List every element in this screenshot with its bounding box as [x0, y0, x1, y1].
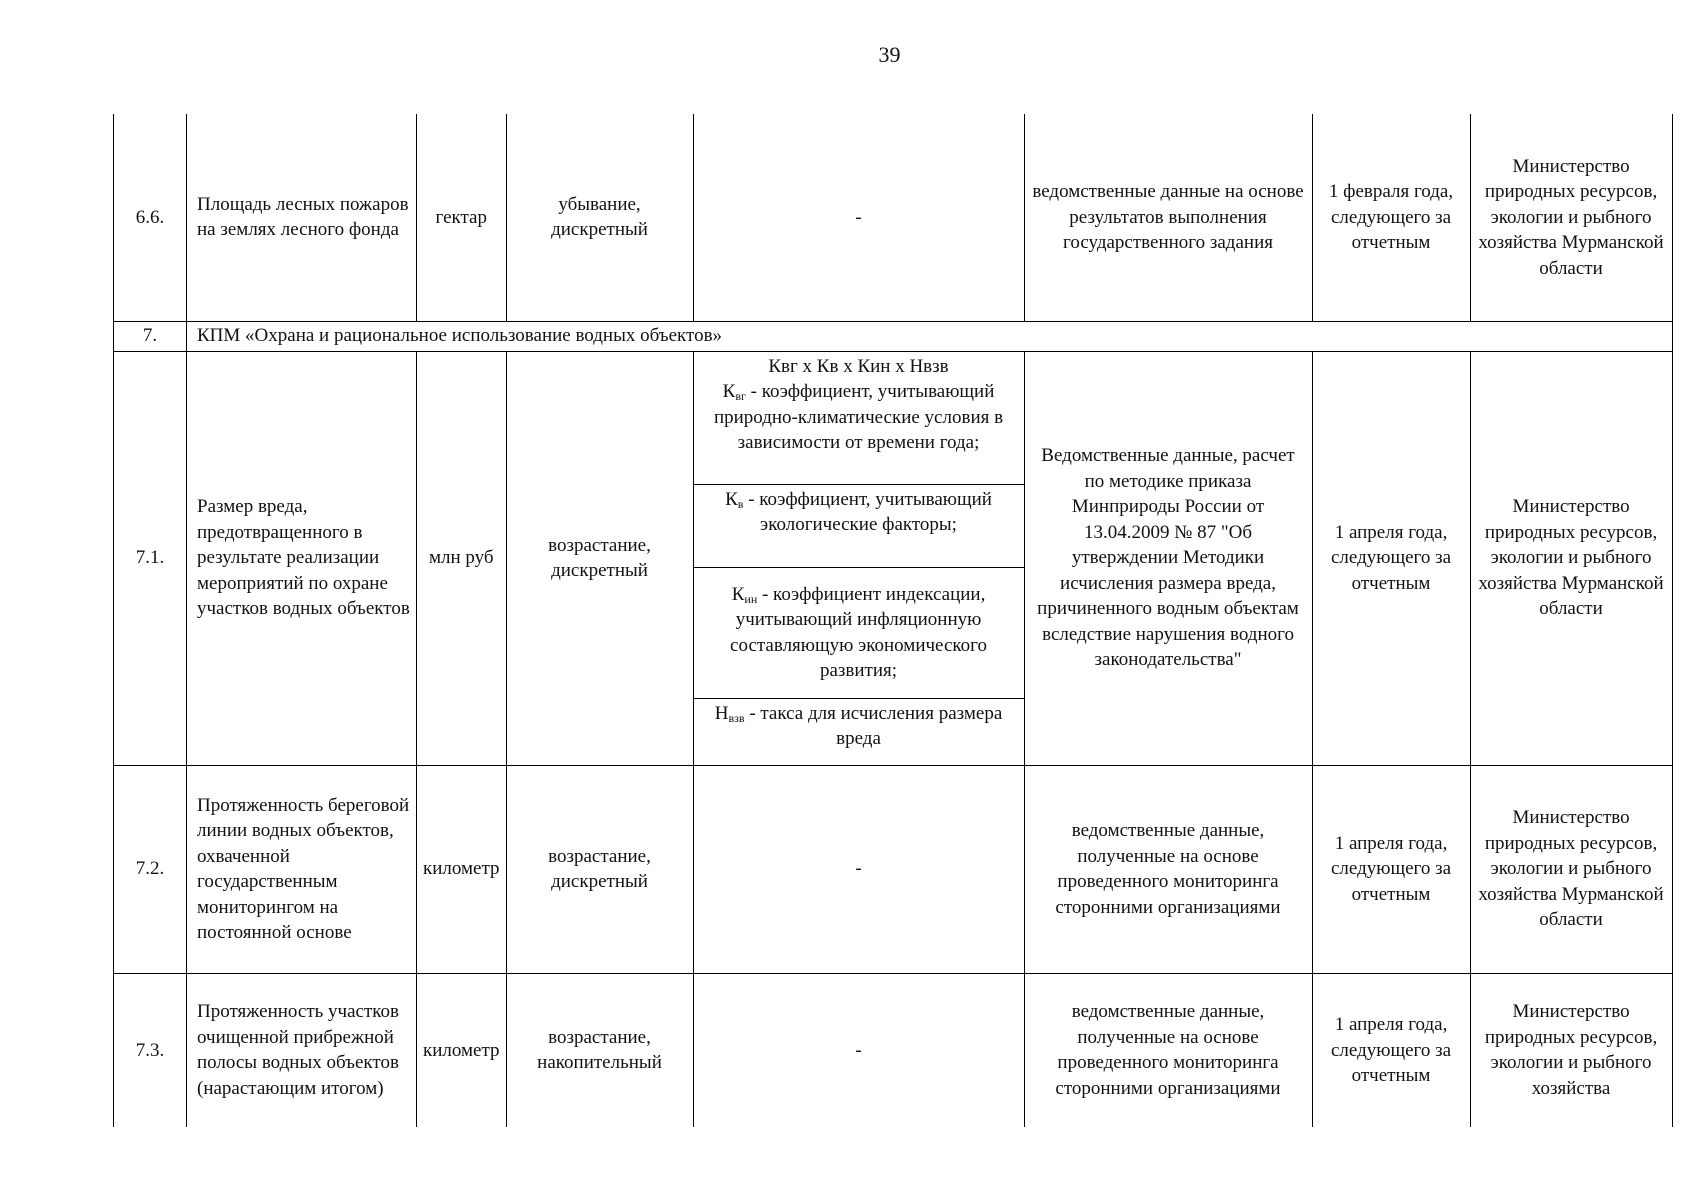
responsible-cell: Министерство природных ресурсов, экологии и рыбного хозяйства Мурманской области	[1470, 765, 1672, 973]
formula-cell: -	[693, 114, 1024, 321]
table-row	[114, 351, 1673, 765]
unit-cell: гектар	[417, 114, 507, 321]
indicator-name: Протяженность береговой линии водных объектов, охваченной государственным мониторингом на постоянной основе	[187, 765, 417, 973]
source-cell: ведомственные данные, полученные на основе проведенного мониторинга сторонними организациями	[1024, 765, 1312, 973]
row-number: 7.1.	[114, 351, 187, 765]
indicator-name: Площадь лесных пожаров на землях лесного фонда	[187, 114, 417, 321]
table-row	[114, 973, 1673, 1127]
formula-desc-kv: $К_в$ - коэффициент, учитывающий экологические факторы;	[694, 485, 1024, 568]
source-cell: Ведомственные данные, расчет по методике приказа Минприроды России от 13.04.2009 № 87 "Об утверждении Методики исчисления размера вреда, причиненного водным объектам вследствие нарушения водного законодательства"	[1024, 351, 1312, 765]
deadline-cell: 1 апреля года, следующего за отчетным	[1312, 351, 1470, 765]
formula-cell: -	[693, 765, 1024, 973]
deadline-cell: 1 февраля года, следующего за отчетным	[1312, 114, 1470, 321]
formula-desc-kvg: $К_{вг}$ - коэффициент, учитывающий природно-климатические условия в зависимости от времени года;	[713, 381, 1004, 453]
responsible-cell: Министерство природных ресурсов, экологии и рыбного хозяйства	[1470, 973, 1672, 1127]
formula-block-main	[694, 352, 1024, 485]
table-row	[114, 765, 1673, 973]
table-row	[114, 114, 1673, 321]
responsible-cell: Министерство природных ресурсов, экологии и рыбного хозяйства Мурманской области	[1470, 114, 1672, 321]
indicator-name: Размер вреда, предотвращенного в результате реализации мероприятий по охране участков водных объектов	[187, 351, 417, 765]
section-number: 7.	[114, 321, 187, 351]
responsible-cell: Министерство природных ресурсов, экологии и рыбного хозяйства Мурманской области	[1470, 351, 1672, 765]
deadline-cell: 1 апреля года, следующего за отчетным	[1312, 973, 1470, 1127]
formula-cell	[693, 351, 1024, 765]
source-cell: ведомственные данные на основе результатов выполнения государственного задания	[1024, 114, 1312, 321]
section-title: КПМ «Охрана и рациональное использование водных объектов»	[187, 321, 1673, 351]
section-row	[114, 321, 1673, 351]
source-cell: ведомственные данные, полученные на основе проведенного мониторинга сторонними организациями	[1024, 973, 1312, 1127]
row-number: 7.2.	[114, 765, 187, 973]
deadline-cell: 1 апреля года, следующего за отчетным	[1312, 765, 1470, 973]
unit-cell: млн руб	[417, 351, 507, 765]
row-number: 6.6.	[114, 114, 187, 321]
formula-main: Квг х Кв х Кин х Нвзв	[768, 355, 949, 377]
row-number: 7.3.	[114, 973, 187, 1127]
dynamics-cell: убывание, дискретный	[506, 114, 693, 321]
dynamics-cell: возрастание, дискретный	[506, 351, 693, 765]
indicator-name: Протяженность участков очищенной прибрежной полосы водных объектов (нарастающим итогом)	[187, 973, 417, 1127]
dynamics-cell: возрастание, дискретный	[506, 765, 693, 973]
unit-cell: километр	[417, 973, 507, 1127]
formula-cell: -	[693, 973, 1024, 1127]
indicators-table	[113, 114, 1673, 1127]
dynamics-cell: возрастание, накопительный	[506, 973, 693, 1127]
page-number: 39	[878, 42, 901, 67]
formula-desc-kin: $К_{ин}$ - коэффициент индексации, учитывающий инфляционную составляющую экономического развития;	[694, 568, 1024, 699]
unit-cell: километр	[417, 765, 507, 973]
formula-desc-nvzv: $Н_{взв}$ - такса для исчисления размера вреда	[714, 702, 1003, 749]
